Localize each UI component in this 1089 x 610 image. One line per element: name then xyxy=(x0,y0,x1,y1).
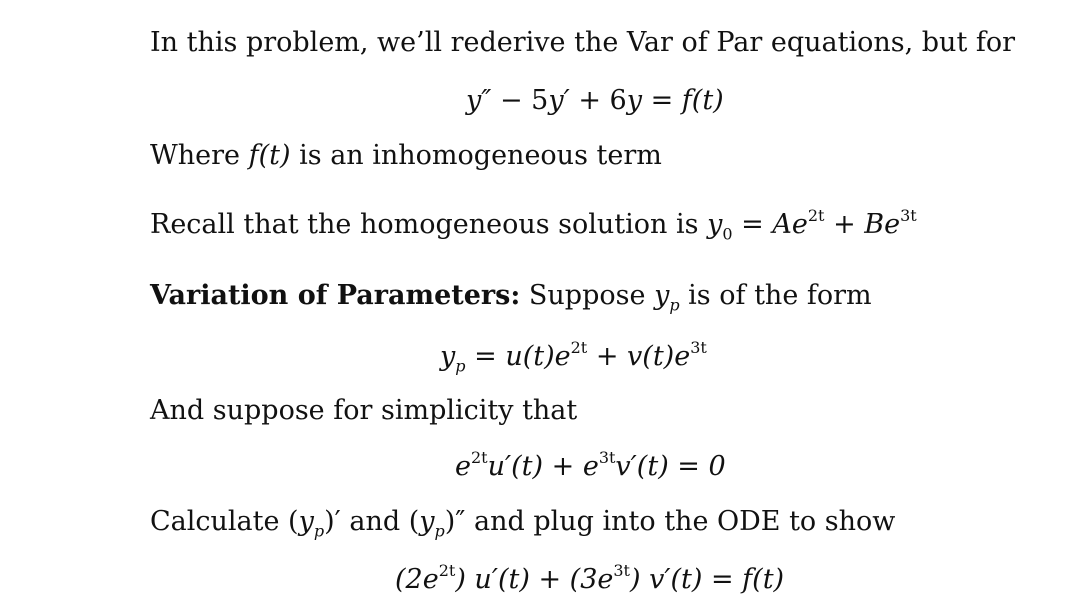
constraint-e1: e xyxy=(455,451,471,482)
ode-f: f xyxy=(681,85,692,116)
yp-plus: + xyxy=(595,341,619,372)
yp-exp2: 3t xyxy=(690,338,707,357)
variation-rest: Suppose xyxy=(528,280,646,311)
where-text xyxy=(150,139,662,173)
where-arg: (t) xyxy=(258,140,291,171)
calculate-mid1: )′ and ( xyxy=(324,506,420,537)
final-part1: (2e xyxy=(395,564,439,595)
recall-exp1: 2t xyxy=(807,206,825,225)
suppose-text xyxy=(150,394,577,428)
calculate-text xyxy=(150,505,895,548)
final-exp2: 3t xyxy=(613,561,630,580)
where-pre: Where xyxy=(150,140,241,171)
ode-equation xyxy=(466,84,724,118)
final-part3: ) v′(t) = f(t) xyxy=(629,564,785,595)
calculate-y1: y xyxy=(298,506,314,537)
calculate-pre: Calculate ( xyxy=(150,506,299,537)
constraint-v: v′(t) = 0 xyxy=(615,451,726,482)
ode-op2: + 6 xyxy=(578,85,627,116)
ode-arg: (t) xyxy=(691,85,724,116)
ode-y1: y′ xyxy=(548,85,570,116)
calculate-mid2: )″ and plug into the ODE to show xyxy=(444,506,896,537)
ode-op1: − 5 xyxy=(499,85,549,116)
variation-bold: Variation of Parameters: xyxy=(150,280,521,311)
where-f: f xyxy=(248,140,259,171)
recall-pre: Recall that the homogeneous solution is xyxy=(150,209,699,240)
calculate-sub1: p xyxy=(313,521,325,541)
final-exp1: 2t xyxy=(438,561,456,580)
calculate-y2: y xyxy=(419,506,435,537)
yp-v: v(t)e xyxy=(627,341,691,372)
recall-A: Ae xyxy=(772,209,808,240)
suppose-sentence: And suppose for simplicity that xyxy=(150,395,578,426)
variation-sub: p xyxy=(669,295,680,315)
ode-eq: = xyxy=(650,85,674,116)
recall-B: Be xyxy=(864,209,901,240)
yp-eq: = xyxy=(474,341,497,372)
intro-text xyxy=(150,26,1015,60)
yp-equation xyxy=(440,340,707,383)
where-post: is an inhomogeneous term xyxy=(299,140,662,171)
yp-y: y xyxy=(440,341,456,372)
intro-sentence: In this problem, we’ll rederive the Var of Par equations, but for xyxy=(150,27,1016,58)
final-part2: ) u′(t) + (3e xyxy=(455,564,614,595)
yp-u: u(t)e xyxy=(505,341,571,372)
yp-sub: p xyxy=(455,356,466,376)
constraint-exp2: 3t xyxy=(598,448,616,467)
recall-sub: 0 xyxy=(722,224,733,244)
variation-y: y xyxy=(654,280,670,311)
yp-exp1: 2t xyxy=(570,338,588,357)
recall-text xyxy=(150,208,917,251)
final-equation xyxy=(395,563,784,597)
recall-eq: = xyxy=(741,209,764,240)
calculate-sub2: p xyxy=(434,521,445,541)
constraint-exp1: 2t xyxy=(470,448,488,467)
ode-y0: y xyxy=(626,85,642,116)
constraint-u: u′(t) + e xyxy=(487,451,599,482)
recall-y: y xyxy=(707,209,723,240)
constraint-equation xyxy=(455,450,726,484)
recall-exp2: 3t xyxy=(900,206,917,225)
ode-y2: y″ xyxy=(466,85,492,116)
recall-plus: + xyxy=(833,209,856,240)
variation-tail: is of the form xyxy=(688,280,872,311)
variation-heading xyxy=(150,279,872,322)
